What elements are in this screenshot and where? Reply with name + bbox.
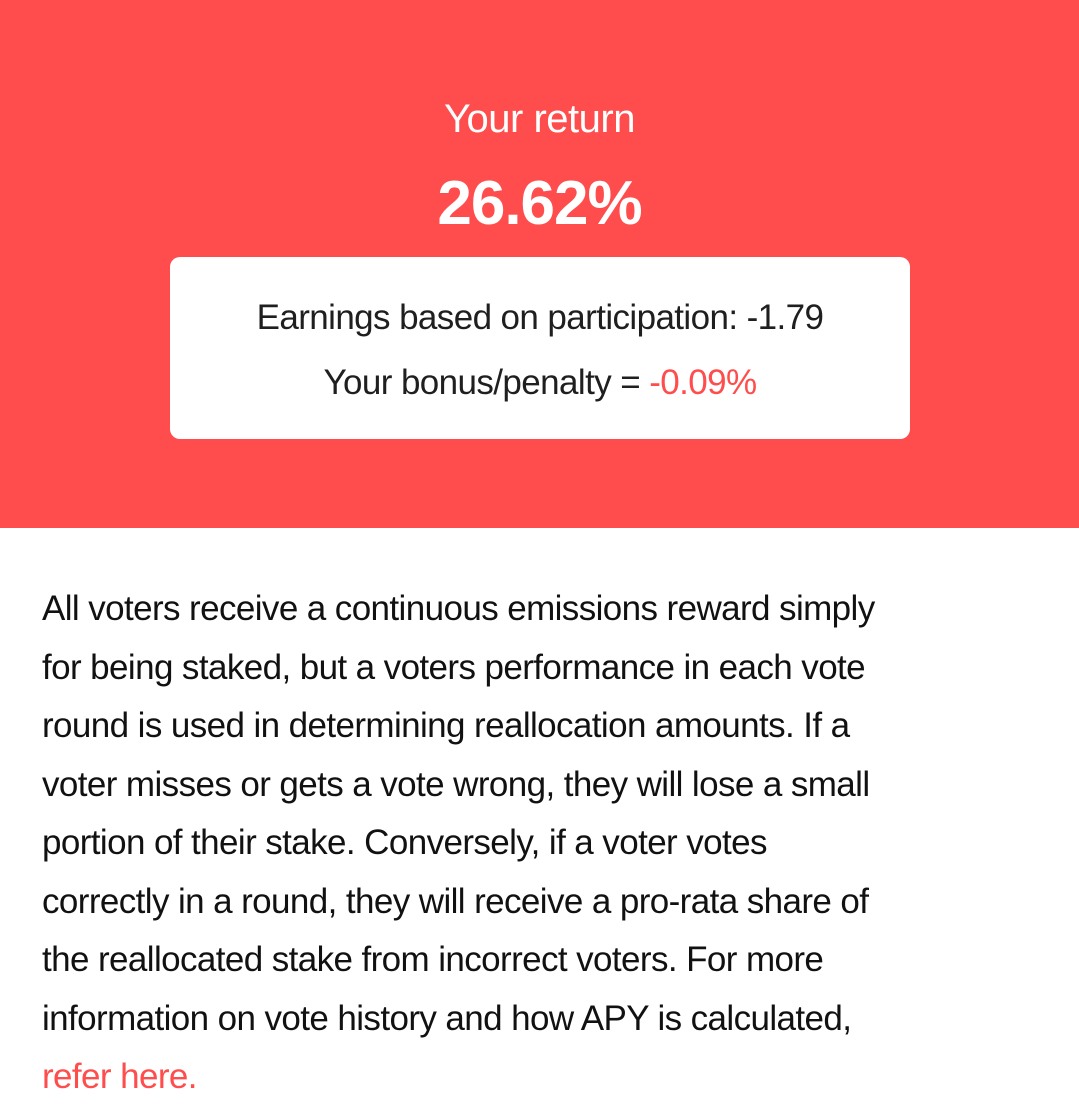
explanation-line: voter misses or gets a vote wrong, they will lose a small [42,764,870,804]
return-title: Your return [444,97,635,141]
return-panel [0,0,1079,528]
explanation-line: information on vote history and how APY is calculated, [42,998,852,1038]
explanation-line: round is used in determining reallocation amounts. If a [42,706,850,745]
return-value: 26.62% [437,169,642,238]
earnings-value: -1.79 [746,298,824,337]
bonus-penalty-value: -0.09% [649,363,757,402]
explanation-line: All voters receive a continuous emissions reward simply [42,589,875,628]
explanation-line: for being staked, but a voters performance in each vote [42,647,866,687]
explanation-line: portion of their stake. Conversely, if a voter votes [42,823,767,862]
bonus-penalty-label: Your bonus/penalty = [323,363,641,402]
refer-here-link[interactable]: refer here. [42,1057,197,1096]
earnings-line [170,296,910,340]
bonus-penalty-line [170,361,910,405]
explanation-line: the reallocated stake from incorrect voters. For more [42,940,824,979]
explanation-line: correctly in a round, they will receive a pro-rata share of [42,881,869,921]
earnings-card [170,257,910,439]
explanation-paragraph [42,580,1042,1107]
earnings-label: Earnings based on participation: [256,298,738,337]
